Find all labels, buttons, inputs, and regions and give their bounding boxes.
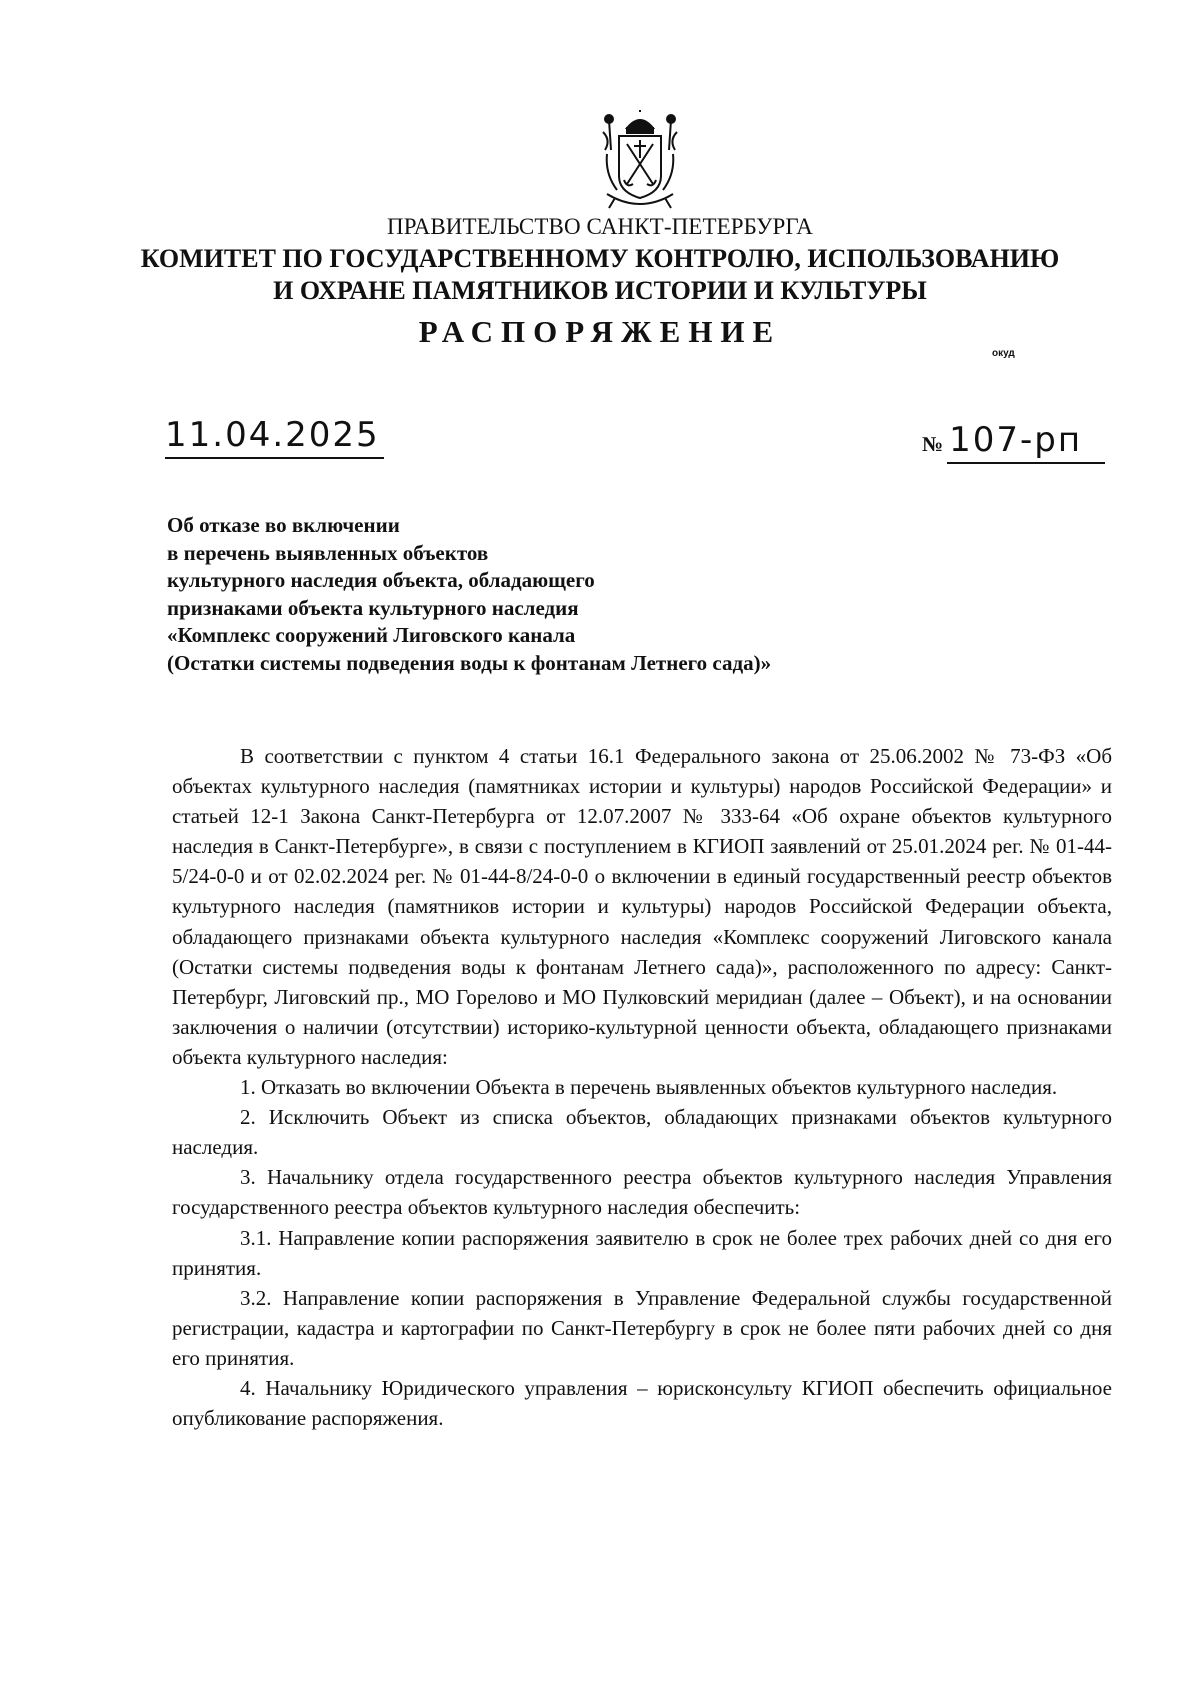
document-type-title: РАСПОРЯЖЕНИЕ xyxy=(418,314,782,349)
order-number xyxy=(922,420,1105,464)
order-item: 2. Исключить Объект из списка объектов, обладающих признаками объектов культурного наследия. xyxy=(172,1105,1112,1160)
subject-line: Об отказе во включении xyxy=(167,513,400,537)
order-item: 3. Начальнику отдела государственного реестра объектов культурного наследия Управления государственного реестра объектов культурного наследия обеспечить: xyxy=(172,1165,1112,1220)
subject-line: в перечень выявленных объектов xyxy=(167,540,489,565)
order-item: 4. Начальнику Юридического управления – юрисконсульту КГИОП обеспечить официальное опубликование распоряжения. xyxy=(172,1375,1112,1431)
order-item: 3.2. Направление копии распоряжения в Управление Федеральной службы государственной регистрации, кадастра и картографии по Санкт-Петербургу в срок не более пяти рабочих дней со дня его принятия. xyxy=(172,1285,1112,1370)
committee-title-line-1: КОМИТЕТ ПО ГОСУДАРСТВЕННОМУ КОНТРОЛЮ, ИСПОЛЬЗОВАНИЮ xyxy=(140,244,1060,273)
number-sign: № xyxy=(922,432,944,456)
committee-title-line-2: И ОХРАНЕ ПАМЯТНИКОВ ИСТОРИИ И КУЛЬТУРЫ xyxy=(273,276,927,305)
order-subject xyxy=(167,512,771,678)
order-item: 1. Отказать во включении Объекта в перечень выявленных объектов культурного наследия. xyxy=(240,1075,1058,1100)
subject-line: признаками объекта культурного наследия xyxy=(167,595,579,620)
subject-line: «Комплекс сооружений Лиговского канала xyxy=(167,623,576,648)
order-body xyxy=(172,741,1112,1433)
order-number-value: 107-рп xyxy=(947,420,1105,464)
st-petersburg-coat-of-arms-icon xyxy=(597,110,683,214)
government-title: ПРАВИТЕЛЬСТВО САНКТ-ПЕТЕРБУРГА xyxy=(386,214,814,239)
subject-line: культурного наследия объекта, обладающего xyxy=(167,568,595,593)
order-item: 3.1. Направление копии распоряжения заявителю в срок не более трех рабочих дней со дня его принятия. xyxy=(172,1225,1112,1280)
okud-label: окуд xyxy=(992,348,1015,359)
committee-title xyxy=(0,243,1200,307)
subject-line: (Остатки системы подведения воды к фонтанам Летнего сада)» xyxy=(167,650,772,675)
preamble-paragraph: В соответствии с пунктом 4 статьи 16.1 Федерального закона от 25.06.2002 № 73-ФЗ «Об объектах культурного наследия (памятниках истории и культуры) народов Российской Федерации» и статьей 12-1 Закона Санкт-Петербурга от 12.07.2007 № 333-64 «Об охране объектов культурного наследия в Санкт-Петербурге», в связи с поступлением в КГИОП заявлений от 25.01.2024 рег. № 01-44-5/24-0-0 и от 02.02.2024 рег. № 01-44-8/24-0-0 о включении в единый государственный реестр объектов культурного наследия (памятников истории и культуры) народов Российской Федерации объекта, обладающего признаками объекта культурного наследия «Комплекс сооружений Лиговского канала (Остатки системы подведения воды к фонтанам Летнего сада)», расположенного по адресу: Санкт-Петербург, Лиговский пр., МО Горелово и МО Пулковский меридиан (далее – Объект), и на основании заключения о наличии (отсутствии) историко-культурной ценности объекта, обладающего признаками объекта культурного наследия: xyxy=(172,744,1112,1069)
order-date: 11.04.2025 xyxy=(165,415,384,459)
